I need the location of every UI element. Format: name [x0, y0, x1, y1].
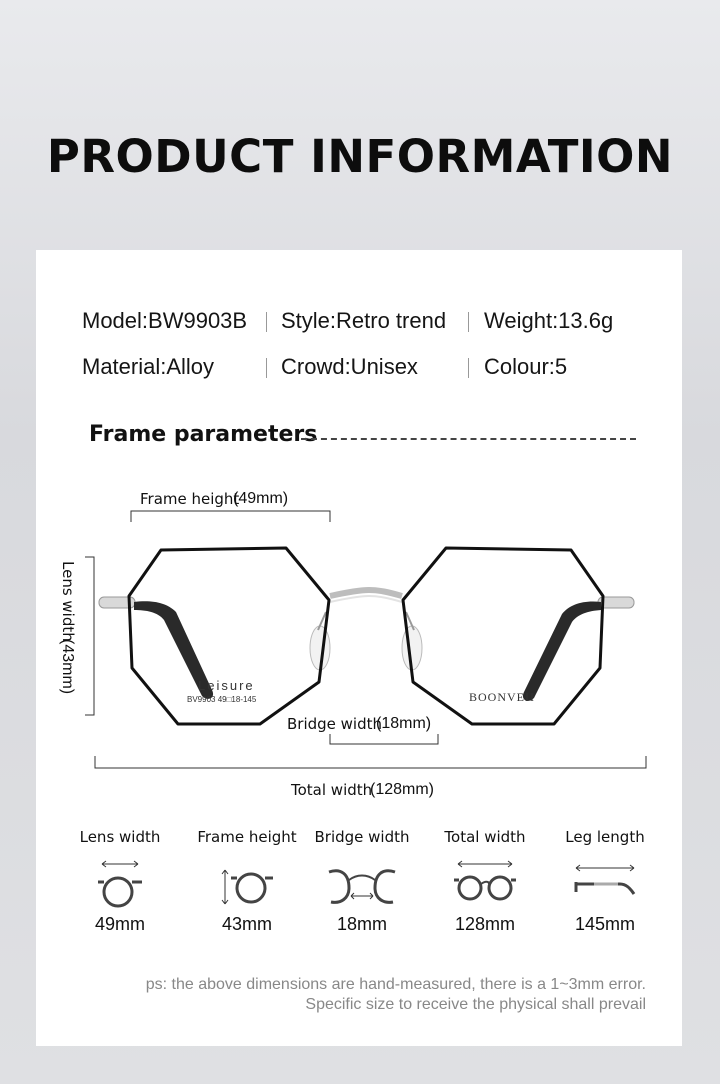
spec-style: Style:Retro trend — [281, 308, 447, 333]
leg-length-item-label: Leg length — [565, 828, 645, 846]
bridge-width-item-label: Bridge width — [314, 828, 410, 846]
bridge-width-item-value: 18mm — [336, 914, 387, 934]
bridge-width-label: Bridge width — [287, 715, 383, 733]
temple-left — [99, 597, 213, 699]
lens-width-item-label: Lens width — [79, 828, 161, 846]
lens-width-label: Lens width — [59, 561, 77, 642]
spec-crowd: Crowd:Unisex — [281, 354, 418, 379]
frame-height-label: Frame height — [140, 490, 240, 508]
temple-brand-text: Leisure — [198, 678, 255, 693]
frame-height-item-label: Frame height — [197, 828, 297, 846]
lens-width-item-value: 49mm — [94, 914, 145, 934]
frame-height-item-value: 43mm — [221, 914, 272, 934]
lens-width-icon — [90, 858, 150, 908]
measurement-disclaimer: Specific size to receive the physical shall prevail — [305, 996, 646, 1013]
frame-height-icon — [217, 858, 277, 908]
spec-model: Model:BW9903B — [82, 308, 248, 333]
frame-parameters-title: Frame parameters — [89, 422, 318, 447]
temple-model-text: BV9903 49□18-145 — [187, 695, 257, 704]
bridge-width-dimension — [287, 715, 438, 744]
total-width-item-value: 128mm — [454, 914, 516, 934]
leg-length-item — [545, 828, 665, 935]
lens-width-item — [60, 828, 180, 935]
frame-height-value: (49mm) — [233, 490, 289, 507]
spec-weight: Weight:13.6g — [484, 308, 614, 333]
lens-left — [129, 548, 329, 724]
spec-material: Material:Alloy — [82, 354, 215, 379]
temple-right — [523, 597, 634, 701]
measurement-note: ps: the above dimensions are hand-measured, there is a 1~3mm error. — [145, 976, 646, 993]
spec-colour: Colour:5 — [484, 354, 568, 379]
total-width-value: (128mm) — [370, 781, 435, 798]
bridge-width-item — [302, 828, 422, 935]
frame-height-dimension — [131, 490, 330, 522]
lens-width-dimension — [59, 557, 94, 715]
total-width-icon — [450, 858, 520, 908]
total-width-item-label: Total width — [444, 828, 526, 846]
page-title: PRODUCT INFORMATION — [46, 130, 674, 183]
lens-right — [403, 548, 603, 724]
lens-brand-text: BOONVEII — [469, 690, 535, 704]
frame-height-item — [187, 828, 307, 935]
total-width-label: Total width — [291, 781, 373, 799]
bridge-width-icon — [327, 858, 397, 908]
total-width-dimension — [95, 756, 646, 799]
glasses-dimension-diagram — [36, 250, 682, 810]
leg-length-item-value: 145mm — [574, 914, 636, 934]
lens-width-value: (43mm) — [59, 639, 76, 695]
product-info-card — [36, 250, 682, 1046]
leg-length-icon — [570, 858, 640, 908]
bridge-width-value: (18mm) — [376, 715, 432, 732]
total-width-item — [425, 828, 545, 935]
